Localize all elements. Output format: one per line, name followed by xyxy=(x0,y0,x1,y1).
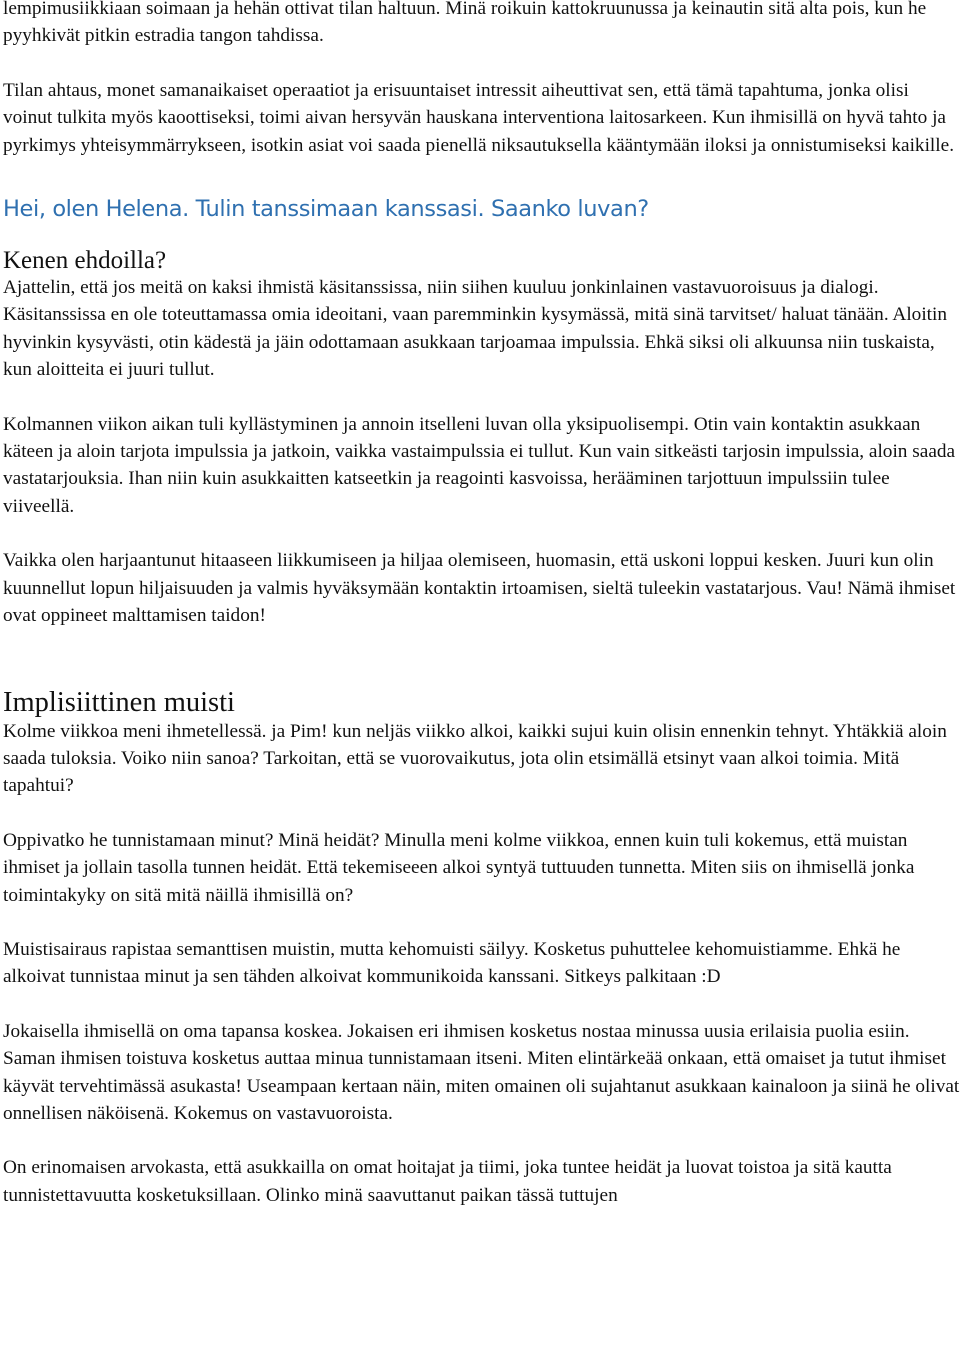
document-page xyxy=(3,0,960,1365)
spacer xyxy=(3,630,960,686)
paragraph-terms-1: Ajattelin, että jos meitä on kaksi ihmistä käsitanssissa, niin siihen kuuluu jonkinlainen vastavuoroisuus ja dialogi. Käsitanssissa en ole toteuttamassa omia ideoitani, vaan paremminkin kysymässä, mitä sinä tarvitset/ haluat tänään. Aloitin hyvinkin kysyvästi, otin kädestä ja jäin odottamaan asukkaan tarjoamaa impulssia. Ehkä siksi oli alkuunsa niin tuskaista, kun aloitteita ei juuri tullut. xyxy=(3,277,948,381)
heading-helena: Hei, olen Helena. Tulin tanssimaan kanssasi. Saanko luvan? xyxy=(3,196,649,223)
paragraph-space: Tilan ahtaus, monet samanaikaiset operaatiot ja erisuuntaiset intressit aiheuttivat sen, että tämä tapahtuma, jonka olisi voinut tulkita myös kaoottiseksi, toimi aivan hersyvän hauskana interventiona laitosarkeen. Kun ihmisillä on hyvä tahto ja pyrkimys yhteisymmärrykseen, isotkin asiat voi saada pienellä niksautuksella kääntymään iloksi ja onnistumiseksi kaikille. xyxy=(3,79,955,156)
paragraph-memory-3: Muistisairaus rapistaa semanttisen muistin, mutta kehomuisti säilyy. Kosketus puhuttelee kehomuistiamme. Ehkä he alkoivat tunnistaa minut ja sen tähden alkoivat kommunikoida kanssani. Sitkeys palkitaan :D xyxy=(3,938,901,988)
paragraph-memory-4: Jokaisella ihmisellä on oma tapansa koskea. Jokaisen eri ihmisen kosketus nostaa minussa uusia erilaisia puolia esiin. Saman ihmisen toistuva kosketus auttaa minua tunnistamaan itseni. Miten elintärkeää onkaan, että omaiset ja tutut ihmiset käyvät tervehtimässä asukasta! Useampaan kertaan näin, miten omainen oli sujahtanut asukkaan kainaloon ja siinä he olivat onnellisen näköisenä. Kokemus on vastavuoroista. xyxy=(3,1020,960,1124)
heading-memory: Implisiittinen muisti xyxy=(3,686,235,718)
spacer xyxy=(3,800,960,827)
spacer xyxy=(3,520,960,547)
paragraph-terms-2: Kolmannen viikon aikan tuli kyllästyminen ja annoin itselleni luvan olla yksipuolisempi. Otin vain kontaktin asukkaan käteen ja aloin tarjota impulssia ja jatkoin, vaikka vastaimpulssia ei tullut. Kun vain sitkeästi tarjosin impulssia, aloin saada vastatarjouksia. Ihan niin kuin asukkaitten katseetkin ja reagointi kasvoissa, herääminen tarjottuun impulssiin tulee viiveellä. xyxy=(3,413,956,517)
spacer xyxy=(3,1127,960,1154)
paragraph-memory-1: Kolme viikkoa meni ihmetellessä. ja Pim! kun neljäs viikko alkoi, kaikki sujui kuin olisin ennenkin tehnyt. Yhtäkkiä aloin saada tuloksia. Voiko niin sanoa? Tarkoitan, että se vuorovaikutus, jota olin etsimällä etsinyt vaan alkoi toimia. Mitä tapahtui? xyxy=(3,720,947,797)
spacer xyxy=(3,164,960,194)
spacer xyxy=(3,909,960,936)
paragraph-memory-2: Oppivatko he tunnistamaan minut? Minä heidät? Minulla meni kolme viikkoa, ennen kuin tuli kokemus, että muistan ihmiset ja jollain tasolla tunnen heidät. Että tekemiseeen alkoi syntyä tuttuuden tunnetta. Miten siis on ihmisellä jonka toimintakyky on sitä mitä näillä ihmisillä on? xyxy=(3,829,915,906)
heading-terms: Kenen ehdoilla? xyxy=(3,247,167,275)
spacer xyxy=(3,991,960,1018)
spacer xyxy=(3,384,960,411)
paragraph-intro: lempimusiikkiaan soimaan ja hehän ottivat tilan haltuun. Minä roikuin kattokruunussa ja keinautin sitä alta pois, kun he pyyhkivät pitkin estradia tangon tahdissa. xyxy=(3,0,927,47)
spacer xyxy=(3,224,960,246)
paragraph-memory-5: On erinomaisen arvokasta, että asukkailla on omat hoitajat ja tiimi, joka tuntee heidät ja luovat toistoa ja sitä kautta tunnistettavuutta kosketuksillaan. Olinko minä saavuttanut paikan tässä tuttujen xyxy=(3,1157,892,1206)
paragraph-terms-3: Vaikka olen harjaantunut hitaaseen liikkumiseen ja hiljaa olemiseen, huomasin, että uskoni loppui kesken. Juuri kun olin kuunnellut lopun hiljaisuuden ja valmis hyväksymään kontaktin irtoamisen, sieltä tuleekin vastatarjous. Vau! Nämä ihmiset ovat oppineet malttamisen taidon! xyxy=(3,550,956,627)
